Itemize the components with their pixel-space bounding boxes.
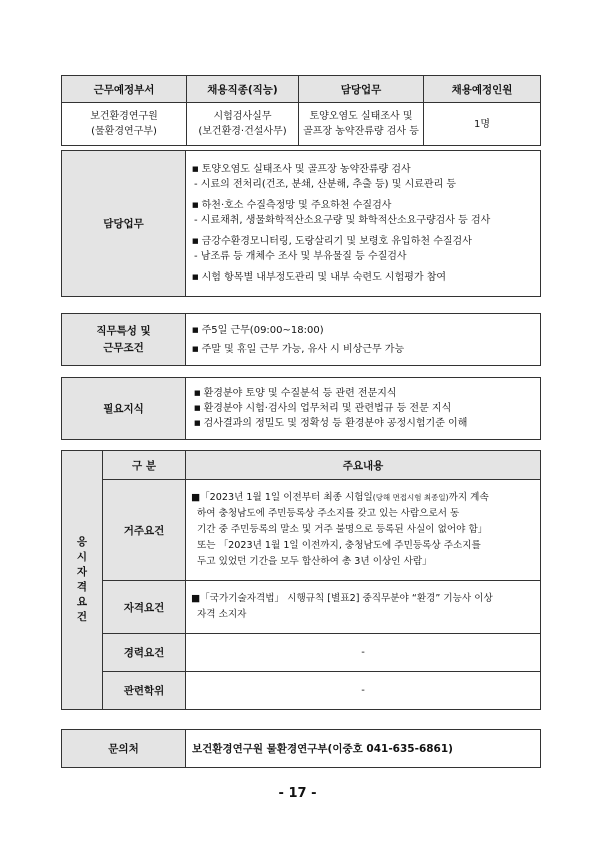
contact-section (61, 729, 540, 768)
duty-item-2: ■ 하천·호소 수질측정망 및 주요하천 수질검사 (192, 198, 534, 213)
duty-item-1: ■ 토양오염도 실태조사 및 골프장 농약잔류량 검사 (192, 162, 534, 177)
residence-line-4: 또는 「2023년 1월 1일 이전까지, 충청남도에 주민등록상 주소지를 (197, 540, 481, 551)
contact-label: 문의처 (62, 730, 186, 768)
qualifications-section (61, 450, 540, 710)
experience-label: 경력요건 (103, 634, 186, 672)
duty-subitem-1: - 시료의 전처리(건조, 분쇄, 산분해, 추출 등) 및 시료관리 등 (194, 179, 457, 190)
license-line-2: 자격 소지자 (197, 609, 247, 620)
conditions-section (61, 313, 540, 366)
conditions-label (62, 314, 186, 366)
contact-value: 보건환경연구원 물환경연구부(이중호 041-635-6861) (186, 730, 541, 768)
residence-content (186, 480, 541, 581)
duty-line-2: 골프장 농약잔류량 검사 등 (303, 126, 419, 137)
conditions-label-line-1: 직무특성 및 (96, 324, 151, 337)
header-department: 근무예정부서 (62, 76, 187, 103)
knowledge-label: 필요지식 (62, 378, 186, 440)
duties-label: 담당업무 (62, 151, 186, 297)
residence-line-3: 기간 중 주민등록의 말소 및 거주 불명으로 등록된 사실이 없어야 함」 (197, 524, 488, 535)
degree-value: - (186, 672, 541, 710)
department-sub: (물환경연구부) (91, 126, 157, 137)
duty-subitem-2: - 시료채취, 생물화학적산소요구량 및 화학적산소요구량검사 등 검사 (194, 215, 491, 226)
conditions-label-line-2: 근무조건 (103, 341, 144, 354)
residence-line-2: 하여 충청남도에 주민등록상 주소지를 갖고 있는 사람으로서 동 (197, 508, 460, 519)
page-number: - 17 - (278, 786, 317, 801)
knowledge-content (186, 378, 541, 440)
knowledge-item-2: ■ 환경분야 시험·검사의 업무처리 및 관련법규 등 전문 지식 (194, 401, 534, 416)
conditions-content (186, 314, 541, 366)
header-job-type: 채용직종(직능) (187, 76, 299, 103)
qualification-header-category: 구 분 (103, 451, 186, 480)
knowledge-section (61, 377, 540, 440)
knowledge-item-1: ■ 환경분야 토양 및 수질분석 등 관련 전문지식 (194, 386, 534, 401)
condition-item-2: ■ 주말 및 휴일 근무 가능, 유사 시 비상근무 가능 (192, 342, 534, 357)
license-line-1: ■「국가기술자격법」 시행규칙 [별표2] 중직무분야 “환경” 기능사 이상 (191, 593, 493, 604)
duty-line-1: 토양오염도 실태조사 및 (309, 111, 413, 122)
residence-line-1: ■「2023년 1월 1일 이전부터 최종 시험일(당해 면접시험 최종일)까지 계속 (191, 492, 489, 503)
knowledge-item-3: ■ 검사결과의 정밀도 및 정확성 등 환경분야 공정시험기준 이해 (194, 416, 534, 431)
job-type-sub: (보건환경·건설사무) (198, 126, 287, 137)
license-label: 자격요건 (103, 581, 186, 634)
experience-value: - (186, 634, 541, 672)
duty-cell (299, 103, 424, 146)
duty-subitem-3: - 남조류 등 개체수 조사 및 부유물질 등 수질검사 (194, 251, 407, 262)
duties-section (61, 150, 540, 297)
header-duty: 담당업무 (299, 76, 424, 103)
headcount-cell: 1명 (424, 103, 541, 146)
condition-item-1: ■ 주5일 근무(09:00~18:00) (192, 323, 534, 338)
header-headcount: 채용예정인원 (424, 76, 541, 103)
position-table (61, 75, 540, 146)
degree-label: 관련학위 (103, 672, 186, 710)
duty-item-3: ■ 금강수환경모니터링, 도랑살리기 및 보령호 유입하천 수질검사 (192, 234, 534, 249)
job-type-cell (187, 103, 299, 146)
qualifications-side-label: 응 시 자 격 요 건 (62, 451, 103, 710)
duties-content (186, 151, 541, 297)
qualification-header-content: 주요내용 (186, 451, 541, 480)
job-type-name: 시험검사실무 (213, 111, 272, 122)
residence-line-5: 두고 있었던 기간을 모두 합산하여 총 3년 이상인 사람」 (197, 556, 432, 567)
department-name: 보건환경연구원 (90, 111, 158, 122)
department-cell (62, 103, 187, 146)
residence-label: 거주요건 (103, 480, 186, 581)
license-content (186, 581, 541, 634)
duty-item-4: ■ 시험 항목별 내부정도관리 및 내부 숙련도 시험평가 참여 (192, 270, 534, 285)
